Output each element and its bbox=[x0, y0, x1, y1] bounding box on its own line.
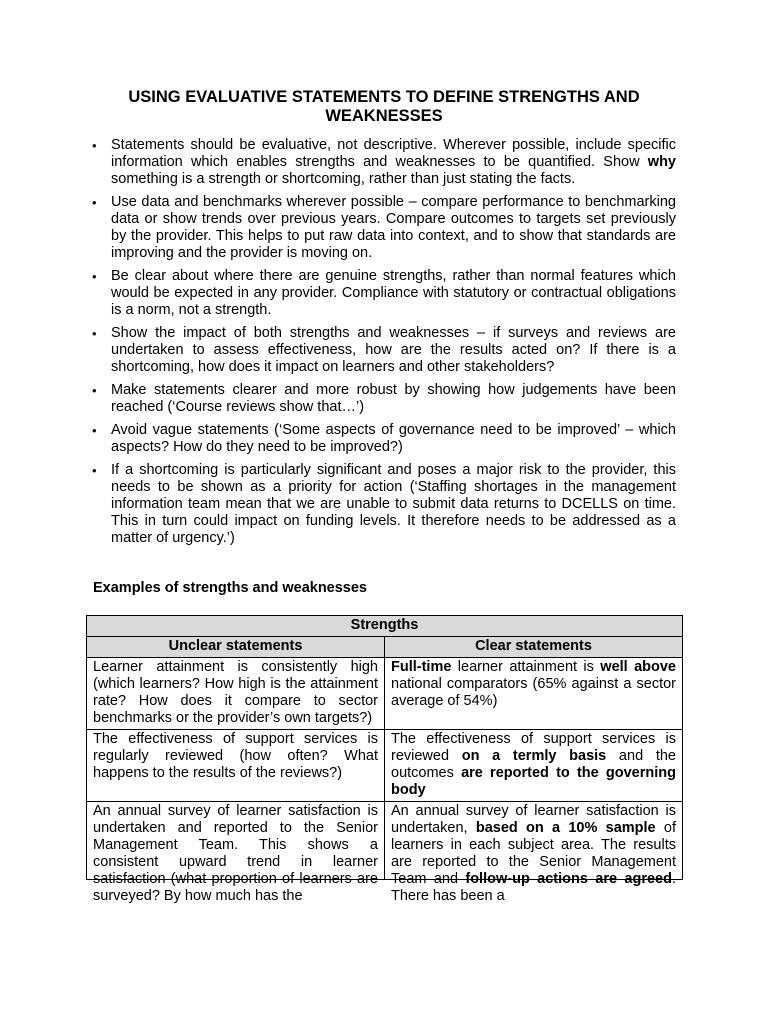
bullet-text bbox=[111, 194, 676, 261]
bullet-icon: • bbox=[92, 383, 97, 398]
text-run: Avoid vague statements (‘Some aspects of governance need to be improved’ – which aspects? How do they need to be improved?) bbox=[111, 422, 676, 455]
bold-text-run: follow-up actions are agreed bbox=[465, 871, 672, 887]
bullet-item bbox=[92, 194, 676, 262]
bullet-icon: • bbox=[92, 269, 97, 284]
strengths-table bbox=[86, 615, 683, 904]
table-row bbox=[87, 802, 683, 880]
bullet-item bbox=[92, 325, 676, 376]
clear-statement-cell bbox=[385, 802, 683, 904]
title-line-1: USING EVALUATIVE STATEMENTS TO DEFINE STRENGTHS AND bbox=[128, 88, 640, 106]
text-run: The effectiveness of support services is regularly reviewed (how often? What happens to the results of the reviews?) bbox=[93, 731, 378, 781]
text-run: Learner attainment is consistently high (which learners? How high is the attainment rate? How does it compare to sector benchmarks or the provider’s own targets?) bbox=[93, 659, 378, 726]
title-line-2: WEAKNESSES bbox=[325, 107, 443, 125]
text-run: An annual survey of learner satisfaction is undertaken and reported to the Senior Management Team. This shows a consistent upward trend in learner satisfaction (what proportion of learners are surveyed? By how much has the bbox=[93, 803, 378, 904]
bullet-item bbox=[92, 137, 676, 188]
bullet-text bbox=[111, 325, 676, 375]
bullet-text bbox=[111, 137, 676, 187]
bold-text-run: Full-time bbox=[391, 659, 452, 675]
guidance-bullet-list bbox=[92, 137, 676, 553]
text-run: Be clear about where there are genuine strengths, rather than normal features which would be expected in any provider. Compliance with statutory or contractual obligations is a norm, not a strength. bbox=[111, 268, 676, 318]
table-row bbox=[87, 658, 683, 730]
text-run: Statements should be evaluative, not descriptive. Wherever possible, include specific information which enables strengths and weaknesses to be quantified. Show bbox=[111, 137, 676, 170]
bullet-item bbox=[92, 422, 676, 456]
text-run: . There has been a bbox=[391, 871, 676, 904]
unclear-statement-cell bbox=[87, 802, 385, 904]
bold-text-run: well above bbox=[600, 659, 676, 675]
bold-text-run: are reported to the governing body bbox=[391, 765, 676, 798]
bold-text-run: why bbox=[647, 154, 676, 170]
bullet-text bbox=[111, 382, 676, 415]
column-header-clear: Clear statements bbox=[385, 637, 683, 658]
column-header-unclear: Unclear statements bbox=[87, 637, 385, 658]
unclear-statement-cell bbox=[87, 658, 385, 730]
bullet-text bbox=[111, 268, 676, 318]
cell-text-clipped bbox=[391, 803, 676, 904]
page-title bbox=[80, 88, 688, 126]
clear-statement-cell bbox=[385, 730, 683, 802]
text-run: and the outcomes bbox=[391, 748, 676, 781]
bullet-icon: • bbox=[92, 138, 97, 153]
text-run: Make statements clearer and more robust by showing how judgements have been reached (‘Course reviews show that…’) bbox=[111, 382, 676, 415]
bullet-item bbox=[92, 382, 676, 416]
text-run: national comparators (65% against a sector average of 54%) bbox=[391, 676, 676, 709]
bullet-text bbox=[111, 422, 676, 455]
bold-text-run: based on a 10% sample bbox=[475, 820, 656, 836]
text-run: Use data and benchmarks wherever possible – compare performance to benchmarking data or show trends over previous years. Compare outcomes to targets set previously by the provider. This helps to put raw data into context, and to show that standards are improving and the provider is moving on. bbox=[111, 194, 676, 261]
cell-text-clipped bbox=[93, 803, 378, 904]
text-run: An annual survey of learner satisfaction is undertaken, bbox=[391, 803, 676, 836]
bold-text-run: on a termly basis bbox=[461, 748, 607, 764]
table-header-row bbox=[87, 637, 683, 658]
table-caption: Strengths bbox=[87, 616, 683, 637]
text-run: something is a strength or shortcoming, rather than just stating the facts. bbox=[111, 171, 576, 187]
text-run: If a shortcoming is particularly significant and poses a major risk to the provider, this needs to be shown as a priority for action (‘Staffing shortages in the management information team mean that we are unable to submit data returns to DCELLS on time. This in turn could impact on funding levels. It therefore needs to be addressed as a matter of urgency.’) bbox=[111, 462, 676, 546]
text-run: Show the impact of both strengths and weaknesses – if surveys and reviews are undertaken to assess effectiveness, how are the results acted on? If there is a shortcoming, how does it impact on learners and other stakeholders? bbox=[111, 325, 676, 375]
bullet-icon: • bbox=[92, 195, 97, 210]
examples-heading: Examples of strengths and weaknesses bbox=[93, 580, 367, 596]
text-run: of learners in each subject area. The results are reported to the Senior Management Team and bbox=[391, 820, 676, 887]
bullet-text bbox=[111, 462, 676, 546]
text-run: The effectiveness of support services is reviewed bbox=[391, 731, 676, 764]
bullet-icon: • bbox=[92, 423, 97, 438]
text-run: learner attainment is bbox=[451, 659, 601, 675]
bullet-item bbox=[92, 268, 676, 319]
bullet-item bbox=[92, 462, 676, 547]
bullet-icon: • bbox=[92, 463, 97, 478]
bullet-icon: • bbox=[92, 326, 97, 341]
table-caption-row bbox=[87, 616, 683, 637]
unclear-statement-cell bbox=[87, 730, 385, 802]
clear-statement-cell bbox=[385, 658, 683, 730]
table-row bbox=[87, 730, 683, 802]
